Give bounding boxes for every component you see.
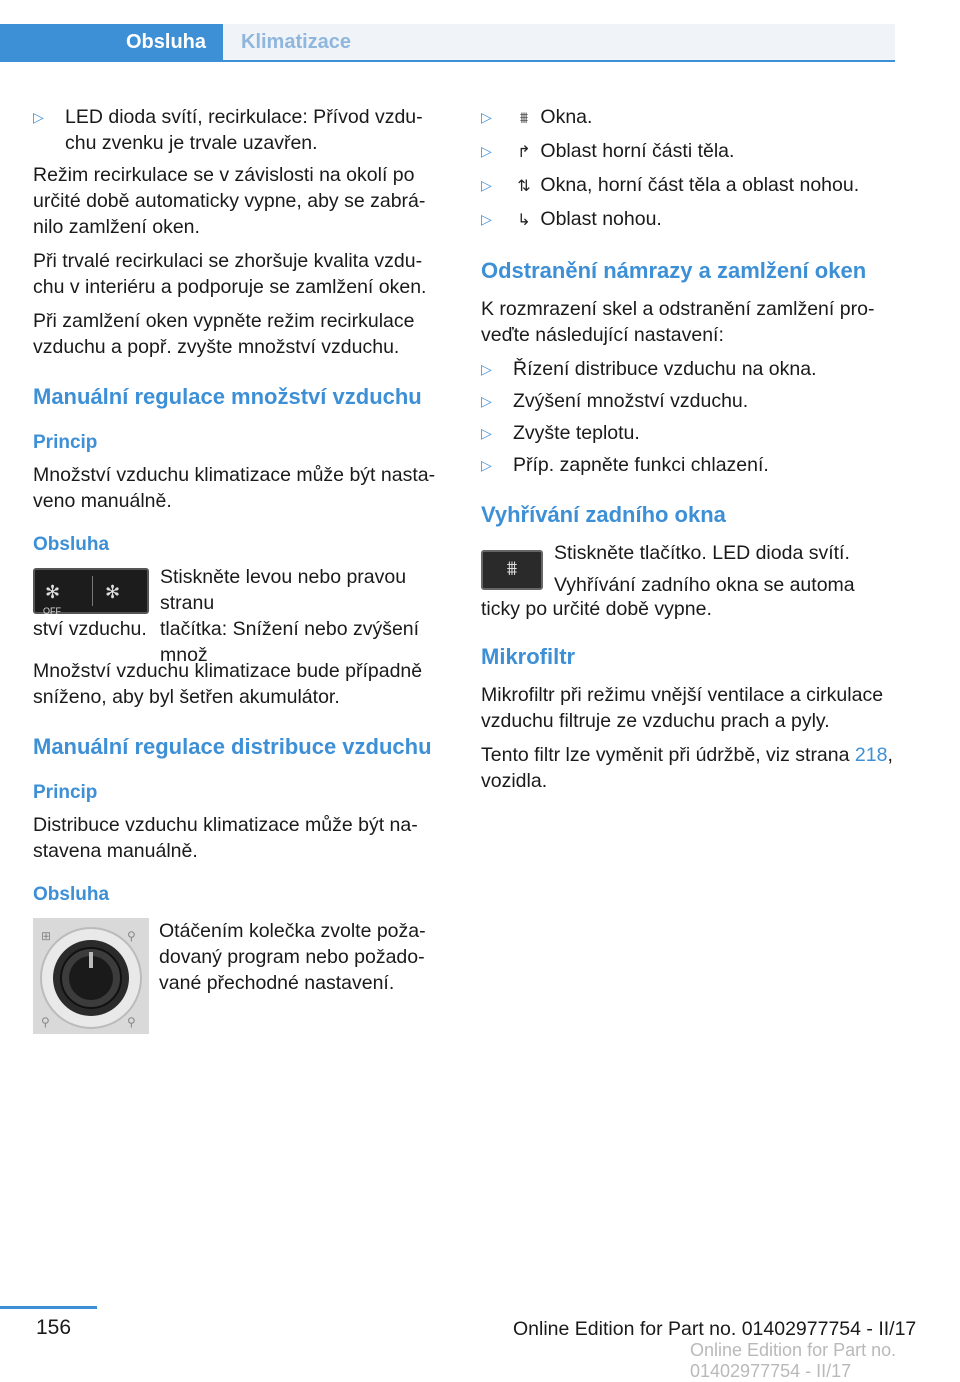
all-vents-icon: ⇅ [517,178,531,195]
paragraph: Mikrofiltr při režimu vnější ventilace a cirkulace vzduchu filtruje ze vzduchu prach a pyly. [481,684,884,732]
svg-text:⚲: ⚲ [41,1015,50,1029]
windshield-vent-icon: ⩩ [519,110,529,127]
paragraph: Distribuce vzduchu klimatizace může být nastavena manuálně. [33,814,418,862]
page-number: 156 [36,1316,72,1339]
subsection-heading: Princip [33,782,98,803]
fan-speed-button-image: ✻ OFF ✻ [33,568,149,614]
subsection-heading: Obsluha [33,534,110,555]
edition-text: Online Edition for Part no. 01402977754 - II/17 [513,1318,917,1340]
triangle-bullet-icon: ▷ [481,177,492,193]
section-heading: Vyhřívání zadního okna [481,502,726,527]
air-distribution-knob-image [33,918,149,1034]
list-item: ▷ ⇅ Okna, horní část těla a oblast nohou. [481,172,893,200]
page-link[interactable]: 218 [854,744,888,766]
right-column [481,104,893,802]
knob-control-block: ⊞ ⚲ ⚲ ⚲ Otáčením kolečka zvolte požadovaný program nebo požadované přechodné nastavení. [33,918,443,1036]
section-heading: Manuální regulace množství vzduchu [33,384,422,409]
watermark: Online Edition for Part no. 01402977754 - II/17 [690,1340,897,1381]
fan-icon: ✻ [105,582,121,602]
upper-body-vent-icon: ↱ [517,144,531,161]
list-item: ▷ Příp. zapněte funkci chlazení. [481,454,769,476]
list-item: ▷ Zvyšte teplotu. [481,422,640,444]
section-heading: Manuální regulace distribuce vzduchu [33,734,432,759]
left-column [33,104,443,1036]
rear-defrost-icon: ⩩ [506,558,518,580]
header-bar [0,0,895,62]
list-item: ▷ Zvýšení množství vzduchu. [481,390,749,412]
triangle-bullet-icon: ▷ [481,457,492,473]
svg-text:⊞: ⊞ [41,929,52,943]
svg-text:⚲: ⚲ [127,929,136,943]
tab-obsluha[interactable]: Obsluha [0,24,223,60]
paragraph: Množství vzduchu klimatizace bude případně sníženo, aby byl šetřen akumulátor. [33,660,423,708]
triangle-bullet-icon: ▷ [481,143,492,159]
paragraph: Množství vzduchu klimatizace může být nastaveno manuálně. [33,464,436,512]
list-item: ▷ ↱ Oblast horní části těla. [481,138,893,166]
triangle-bullet-icon: ▷ [481,361,492,377]
triangle-bullet-icon: ▷ [481,211,492,227]
fan-control-block: ✻ OFF ✻ Stiskněte levou nebo pravou stranu tlačítka: Snížení nebo zvýšení množ ství vzduchu. [33,566,420,666]
subsection-heading: Obsluha [33,884,110,905]
knob-icon [33,918,149,1034]
paragraph: Tento filtr lze vyměnit při údržbě, viz strana 218, vozidla. [481,744,893,792]
tab-klimatizace[interactable]: Klimatizace [223,24,895,60]
list-item: ▷ Řízení distribuce vzduchu na okna. [481,358,817,380]
rear-defrost-block: ⩩ Stiskněte tlačítko. LED dioda svítí. Vyhřívání zadního okna se automa ticky po určité době vypne. [481,542,855,620]
triangle-bullet-icon: ▷ [481,425,492,441]
subsection-heading: Princip [33,432,98,453]
section-heading: Mikrofiltr [481,644,576,669]
fan-icon: ✻ [45,582,61,602]
list-item: ▷ ⩩ Okna. [481,104,893,132]
triangle-bullet-icon: ▷ [481,109,492,125]
paragraph: Při zamlžení oken vypněte režim recirkulace vzduchu a popř. zvyšte množství vzduchu. [33,310,415,358]
section-heading: Odstranění námrazy a zamlžení oken [481,258,867,283]
footwell-vent-icon: ↳ [517,212,531,229]
triangle-bullet-icon: ▷ [33,109,44,125]
rear-window-heating-button-image [481,550,543,590]
paragraph: Při trvalé recirkulaci se zhoršuje kvalita vzduchu v interiéru a podporuje se zamlžení oken. [33,250,427,298]
list-item: ▷ ↳ Oblast nohou. [481,206,893,234]
footer-rule [0,1306,97,1309]
triangle-bullet-icon: ▷ [481,393,492,409]
paragraph: Režim recirkulace se v závislosti na okolí po určité době automaticky vypne, aby se zabránilo zamlžení oken. [33,164,426,238]
list-item: ▷ LED dioda svítí, recirkulace: Přívod vzduchu zvenku je trvale uzavřen. [33,106,423,154]
paragraph: K rozmrazení skel a odstranění zamlžení proveďte následující nastavení: [481,298,875,346]
svg-text:⚲: ⚲ [127,1015,136,1029]
